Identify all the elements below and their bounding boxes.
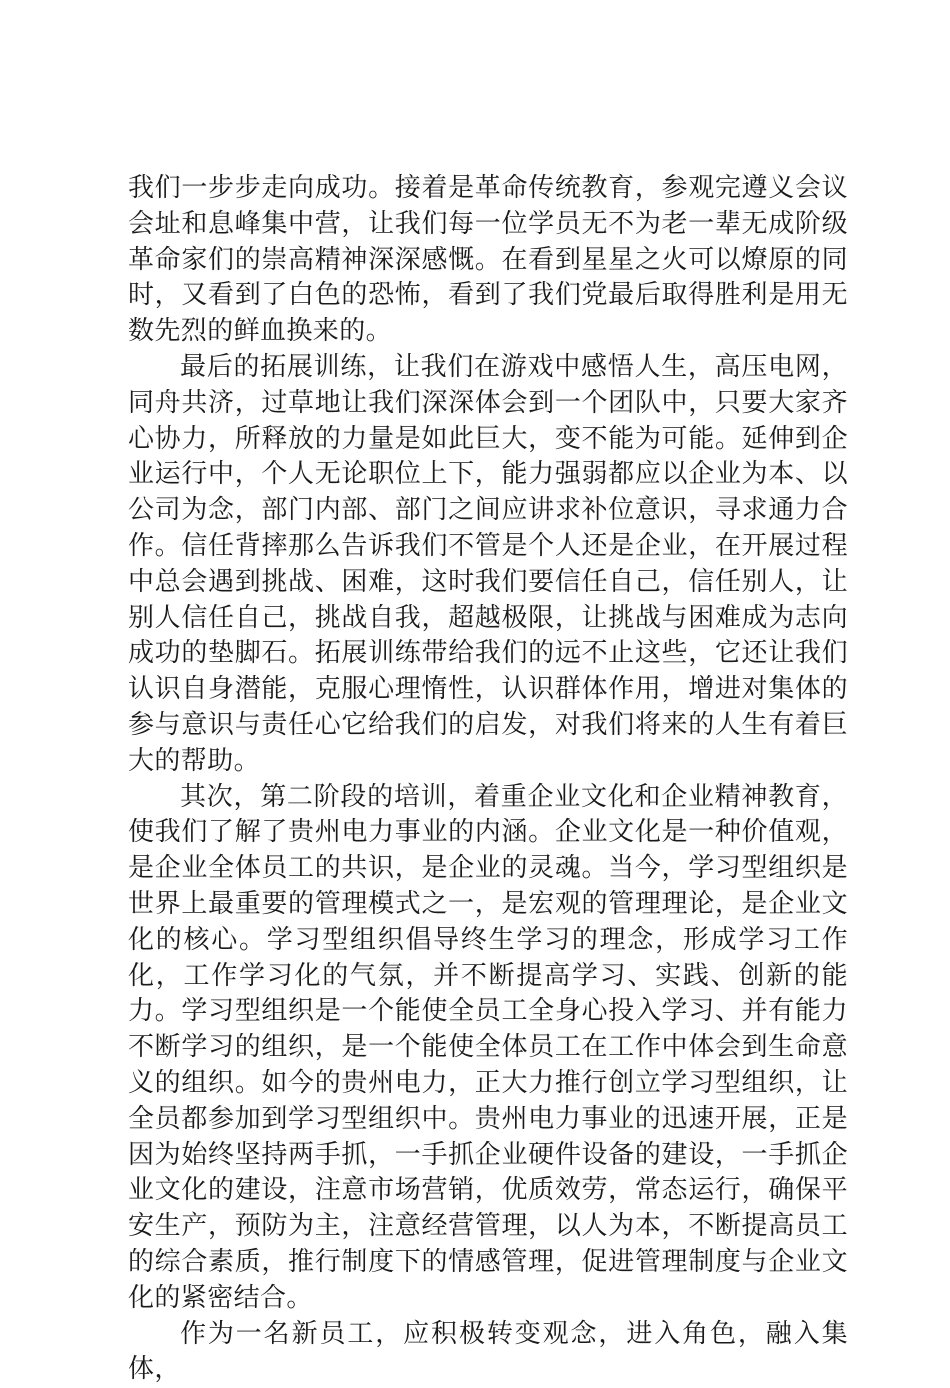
paragraph-3: 其次，第二阶段的培训，着重企业文化和企业精神教育，使我们了解了贵州电力事业的内涵。企业文化是一种价值观，是企业全体员工的共识，是企业的灵魂。当今，学习型组织是世界上最重要的管理模式之一，是宏观的管理理论，是企业文化的核心。学习型组织倡导终生学习的理念，形成学习工作化，工作学习化的气氛，并不断提高学习、实践、创新的能力。学习型组织是一个能使全员工全身心投入学习、并有能力不断学习的组织，是一个能使全体员工在工作中体会到生命意义的组织。如今的贵州电力，正大力推行创立学习型组织，让全员都参加到学习型组织中。贵州电力事业的迅速开展，正是因为始终坚持两手抓，一手抓企业硬件设备的建设，一手抓企业文化的建设，注意市场营销，优质效劳，常态运行，确保平安生产，预防为主，注意经营管理，以人为本，不断提高员工的综合素质，推行制度下的情感管理，促进管理制度与企业文化的紧密结合。 [128, 780, 848, 1317]
paragraph-1: 我们一步步走向成功。接着是革命传统教育，参观完遵义会议会址和息峰集中营，让我们每一位学员无不为老一辈无成阶级革命家们的崇高精神深深感慨。在看到星星之火可以燎原的同时，又看到了白色的恐怖，看到了我们党最后取得胜利是用无数先烈的鲜血换来的。 [128, 171, 848, 350]
paragraph-2: 最后的拓展训练，让我们在游戏中感悟人生，高压电网，同舟共济，过草地让我们深深体会到一个团队中，只要大家齐心协力，所释放的力量是如此巨大，变不能为可能。延伸到企业运行中，个人无论职位上下，能力强弱都应以企业为本、以公司为念，部门内部、部门之间应讲求补位意识，寻求通力合作。信任背摔那么告诉我们不管是个人还是企业，在开展过程中总会遇到挑战、困难，这时我们要信任自己，信任别人，让别人信任自己，挑战自我，超越极限，让挑战与困难成为志向成功的垫脚石。拓展训练带给我们的远不止这些，它还让我们认识自身潜能，克服心理惰性，认识群体作用，增进对集体的参与意识与责任心它给我们的启发，对我们将来的人生有着巨大的帮助。 [128, 350, 848, 780]
paragraph-4: 作为一名新员工，应积极转变观念，进入角色，融入集体， [128, 1317, 848, 1388]
document-page [128, 171, 848, 1388]
